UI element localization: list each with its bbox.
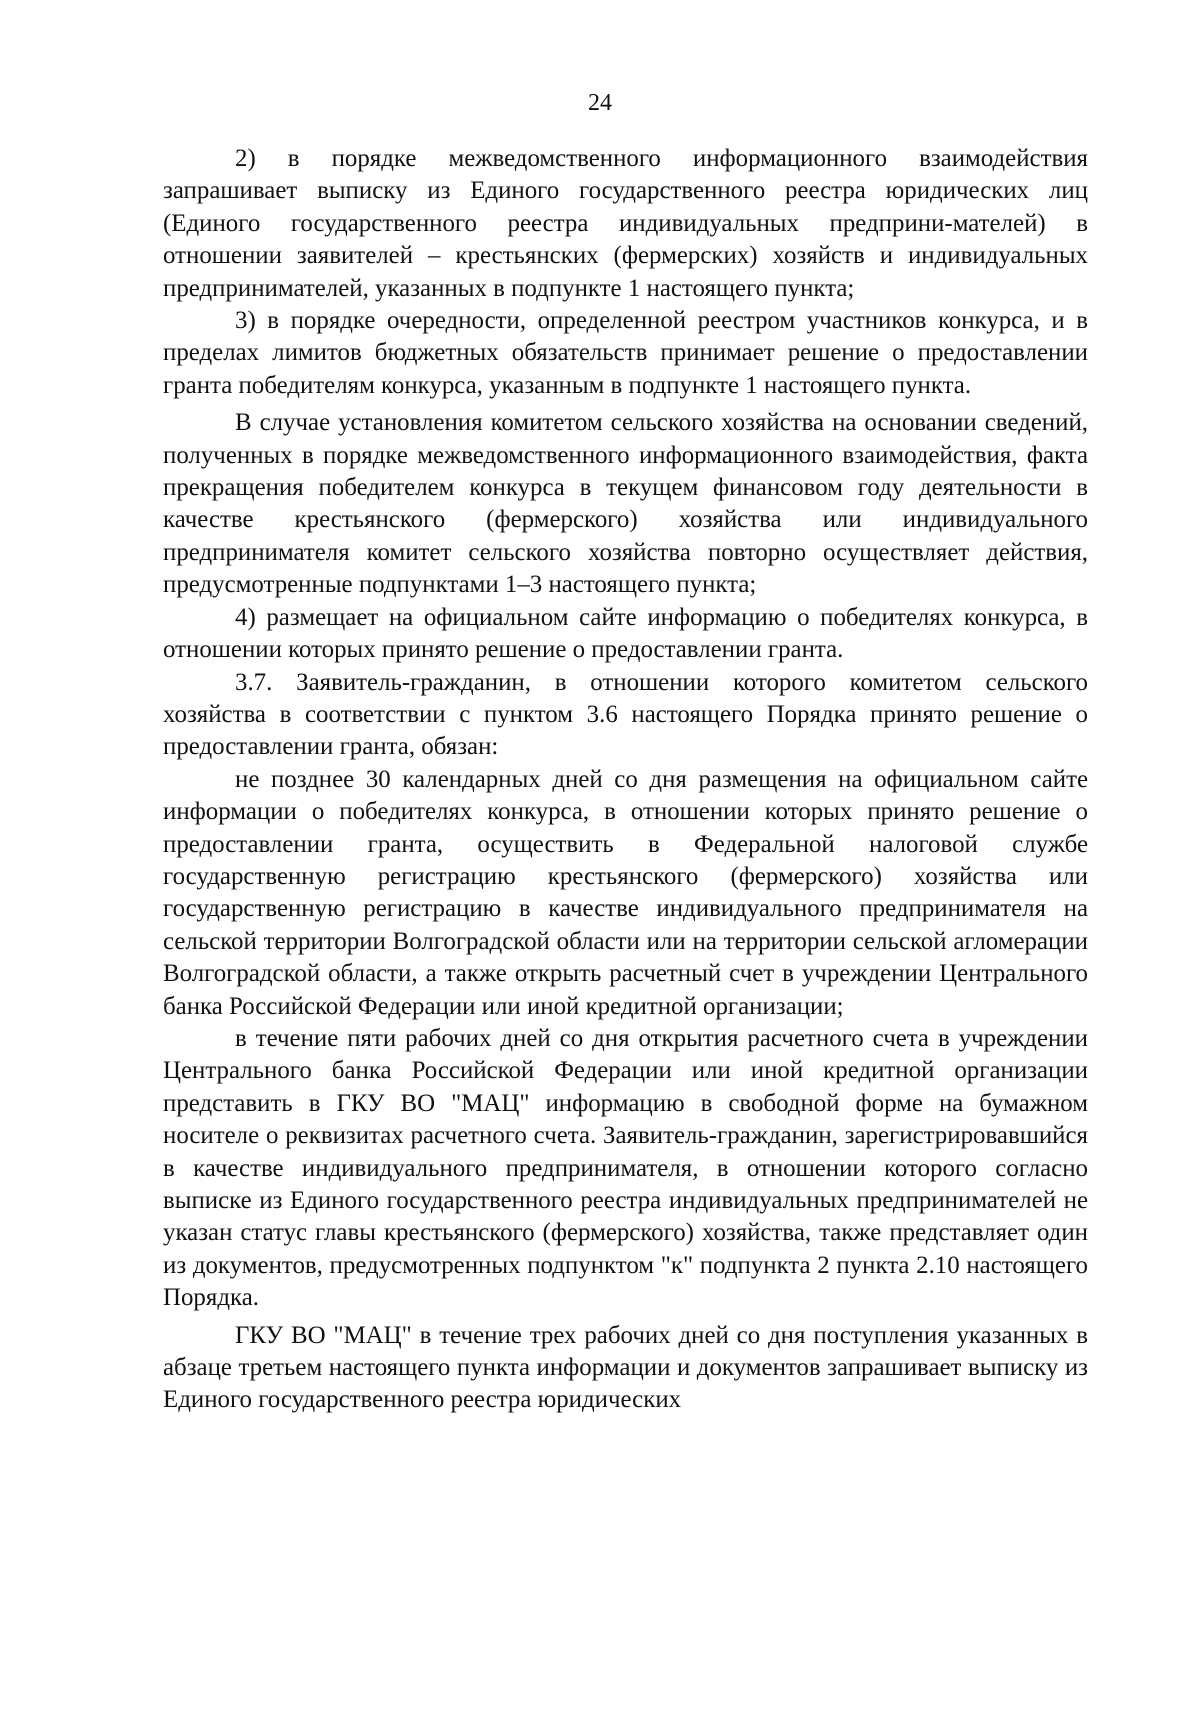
paragraph-section-3-7: 3.7. Заявитель-гражданин, в отношении которого комитетом сельского хозяйства в соответствии с пунктом 3.6 настоящего Порядка принято решение о предоставлении гранта, обязан: (163, 668, 1088, 761)
paragraph-subitem-2: 2) в порядке межведомственного информационного взаимодействия запрашивает выписку из Единого государственного реестра юридических лиц (Единого государственного реестра индивидуальных предприни-мателей) в отношении заявителей – крестьянских (фермерских) хозяйств и индивидуальных предпринимателей, указанных в подпункте 1 настоящего пункта; (163, 145, 1088, 302)
paragraph-subitem-3: 3) в порядке очередности, определенной реестром участников конкурса, и в пределах лимитов бюджетных обязательств принимает решение о предоставлении гранта победителям конкурса, указанным в подпункте 1 настоящего пункта. (163, 307, 1088, 399)
paragraph-mac-request: ГКУ ВО "МАЦ" в течение трех рабочих дней со дня поступления указанных в абзаце третьем настоящего пункта информации и документов запрашивает выписку из Единого государственного реестра юридических (163, 1321, 1088, 1414)
document-body (163, 143, 1088, 1417)
paragraph-registration-deadline: не позднее 30 календарных дней со дня размещения на официальном сайте информации о победителях конкурса, в отношении которых принято решение о предоставлении гранта, осуществить в Федеральной налоговой службе государственную регистрацию крестьянского (фермерского) хозяйства или государственную регистрацию в качестве индивидуального предпринимателя на сельской территории Волгоградской области или на территории сельской агломерации Волгоградской области, а также открыть расчетный счет в учреждении Центрального банка Российской Федерации или иной кредитной организации; (163, 765, 1088, 1020)
page-number: 24 (588, 90, 612, 116)
paragraph-account-details: в течение пяти рабочих дней со дня открытия расчетного счета в учреждении Центрального банка Российской Федерации или иной кредитной организации представить в ГКУ ВО "МАЦ" информацию в свободной форме на бумажном носителе о реквизитах расчетного счета. Заявитель-гражданин, зарегистрировавшийся в качестве индивидуального предпринимателя, в отношении которого согласно выписке из Единого государственного реестра индивидуальных предпринимателей не указан статус главы крестьянского (фермерского) хозяйства, также представляет один из документов, предусмотренных подпунктом "к" подпункта 2 пункта 2.10 настоящего Порядка. (163, 1024, 1088, 1312)
paragraph-subitem-4: 4) размещает на официальном сайте информацию о победителях конкурса, в отношении которых принято решение о предоставлении гранта. (163, 603, 1088, 664)
paragraph-termination-case: В случае установления комитетом сельского хозяйства на основании сведений, полученных в порядке межведомственного информационного взаимодействия, факта прекращения победителем конкурса в текущем финансовом году деятельности в качестве крестьянского (фермерского) хозяйства или индивидуального предпринимателя комитет сельского хозяйства повторно осуществляет действия, предусмотренные подпунктами 1–3 настоящего пункта; (163, 409, 1088, 599)
